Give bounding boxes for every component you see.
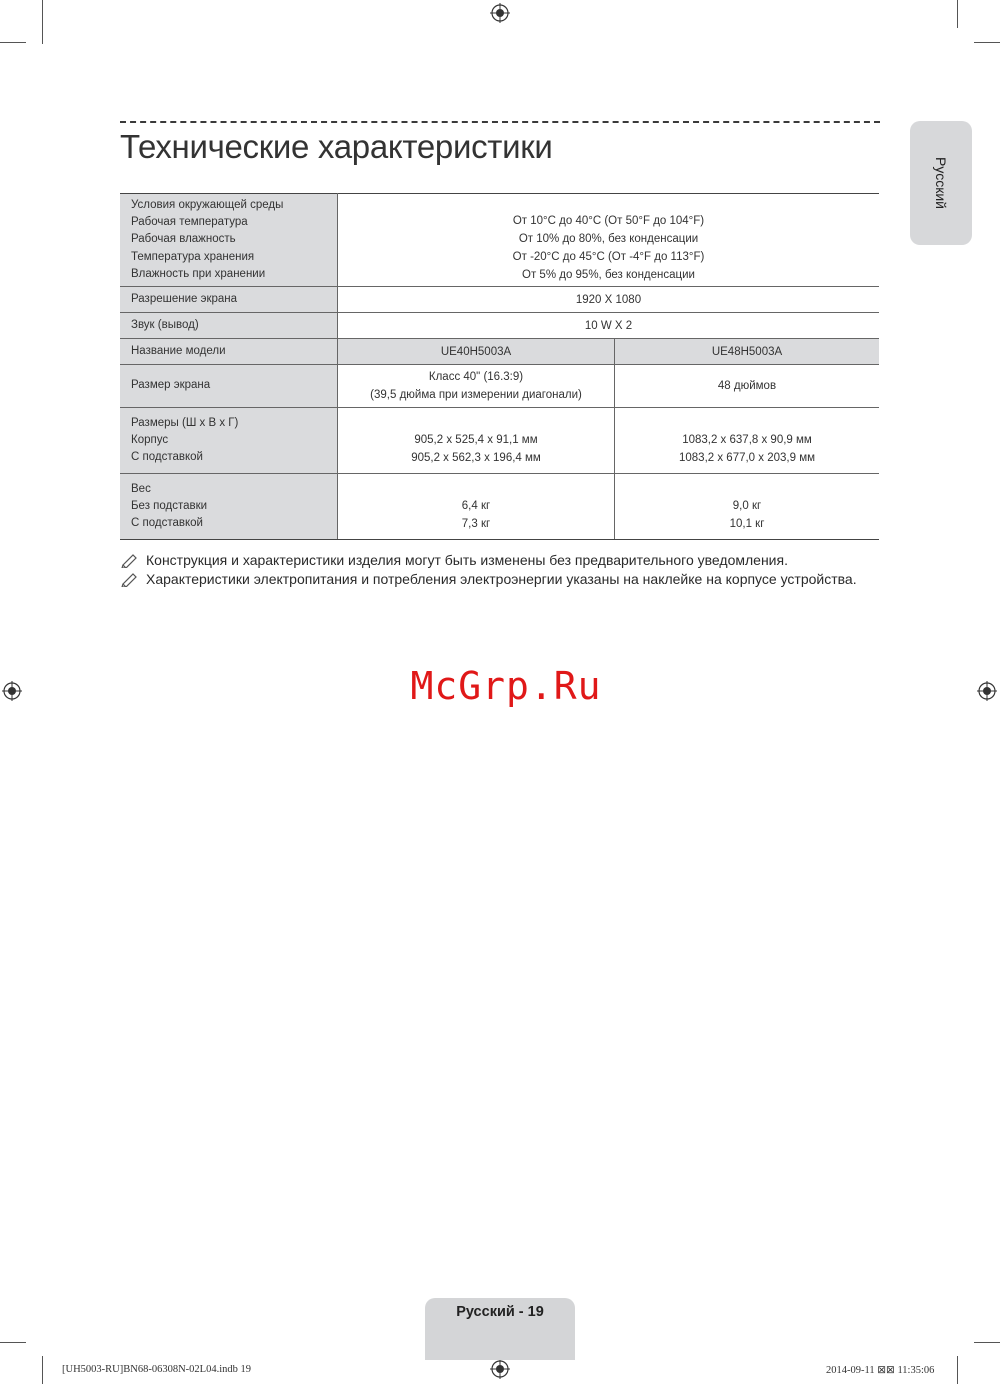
table-row-environment: [120, 194, 879, 287]
model-col2: UE48H5003A: [615, 339, 880, 365]
row-value: 10 W X 2: [338, 313, 880, 339]
label-line: Влажность при хранении: [131, 267, 266, 280]
value-line: (39,5 дюйма при измерении диагонали): [370, 389, 582, 401]
weight-col1: [338, 474, 615, 540]
crop-mark: [42, 0, 43, 44]
crop-mark: [974, 1342, 1000, 1343]
page-number: Русский - 19: [456, 1304, 544, 1320]
label-line: С подставкой: [131, 451, 203, 464]
value-line: 10,1 кг: [729, 517, 765, 530]
value-line: 9,0 кг: [732, 499, 762, 512]
label-line: С подставкой: [131, 517, 203, 530]
label-line: Рабочая влажность: [131, 233, 236, 246]
watermark: McGrp.Ru: [410, 664, 602, 708]
screen-size-col2: 48 дюймов: [615, 365, 880, 408]
crop-mark: [0, 42, 26, 43]
value-line: От -20°C до 45°C (От -4°F до 113°F): [512, 251, 705, 263]
table-row-model: [120, 339, 879, 365]
value-line: 1083,2 x 637,8 x 90,9 мм: [682, 433, 812, 446]
dimensions-col1: [338, 408, 615, 474]
row-label: Звук (вывод): [120, 313, 338, 339]
row-value: 1920 X 1080: [338, 287, 880, 313]
label-line: Условия окружающей среды: [131, 198, 284, 211]
value-line: 905,2 x 525,4 x 91,1 мм: [414, 433, 538, 446]
table-row-sound: [120, 313, 879, 339]
row-label: Разрешение экрана: [120, 287, 338, 313]
value-line: От 10% до 80%, без конденсации: [518, 233, 699, 245]
note-item: [120, 570, 880, 589]
registration-mark-icon: [490, 3, 510, 23]
note-item: [120, 551, 880, 570]
value-line: 905,2 x 562,3 x 196,4 мм: [411, 451, 541, 464]
crop-mark: [42, 1356, 43, 1384]
specifications-table: [120, 193, 879, 540]
page-title: Технические характеристики: [120, 128, 553, 165]
value-line: От 10°C до 40°C (От 50°F до 104°F): [512, 215, 705, 227]
row-label: Название модели: [120, 339, 338, 365]
value-line: 6,4 кг: [461, 499, 491, 512]
label-line: Рабочая температура: [131, 216, 248, 229]
registration-mark-icon: [490, 1359, 510, 1379]
label-line: Вес: [131, 482, 151, 495]
notes-section: [120, 551, 880, 589]
crop-mark: [0, 1342, 26, 1343]
label-line: Температура хранения: [131, 250, 255, 263]
label-line: Корпус: [131, 433, 169, 446]
table-row-weight: [120, 474, 879, 540]
language-tab: [910, 121, 972, 245]
screen-size-col1: [338, 365, 615, 408]
label-line: Размеры (Ш x В x Г): [131, 416, 239, 429]
dimensions-col2: [615, 408, 880, 474]
value-line: От 5% до 95%, без конденсации: [522, 269, 695, 281]
value-line: Класс 40" (16.3:9): [428, 371, 524, 383]
row-label: Размер экрана: [120, 365, 338, 408]
table-row-resolution: [120, 287, 879, 313]
print-slug-right: 2014-09-11 ⊠⊠ 11:35:06: [826, 1365, 935, 1376]
crop-mark: [957, 1356, 958, 1384]
label-line: Без подставки: [131, 499, 208, 512]
row-label: [120, 194, 338, 287]
table-row-screen-size: [120, 365, 879, 408]
pencil-note-icon: [121, 552, 139, 568]
value-line: 1083,2 x 677,0 x 203,9 мм: [678, 451, 816, 464]
footer-page-tab: [425, 1298, 575, 1360]
crop-mark: [957, 0, 958, 28]
crop-mark: [974, 42, 1000, 43]
weight-col2: [615, 474, 880, 540]
note-text: Характеристики электропитания и потребления электроэнергии указаны на наклейке на корпусе устройства.: [146, 571, 857, 587]
value-line: 7,3 кг: [461, 517, 491, 530]
row-label: [120, 408, 338, 474]
row-label: [120, 474, 338, 540]
row-value: [338, 194, 880, 287]
title-dashed-rule: [120, 121, 880, 123]
language-tab-label: Русский: [933, 157, 949, 209]
model-col1: UE40H5003A: [338, 339, 615, 365]
pencil-note-icon: [121, 571, 139, 587]
note-text: Конструкция и характеристики изделия могут быть изменены без предварительного уведомления.: [146, 552, 788, 568]
print-slug-left: [UH5003-RU]BN68-06308N-02L04.indb 19: [62, 1364, 251, 1375]
table-row-dimensions: [120, 408, 879, 474]
